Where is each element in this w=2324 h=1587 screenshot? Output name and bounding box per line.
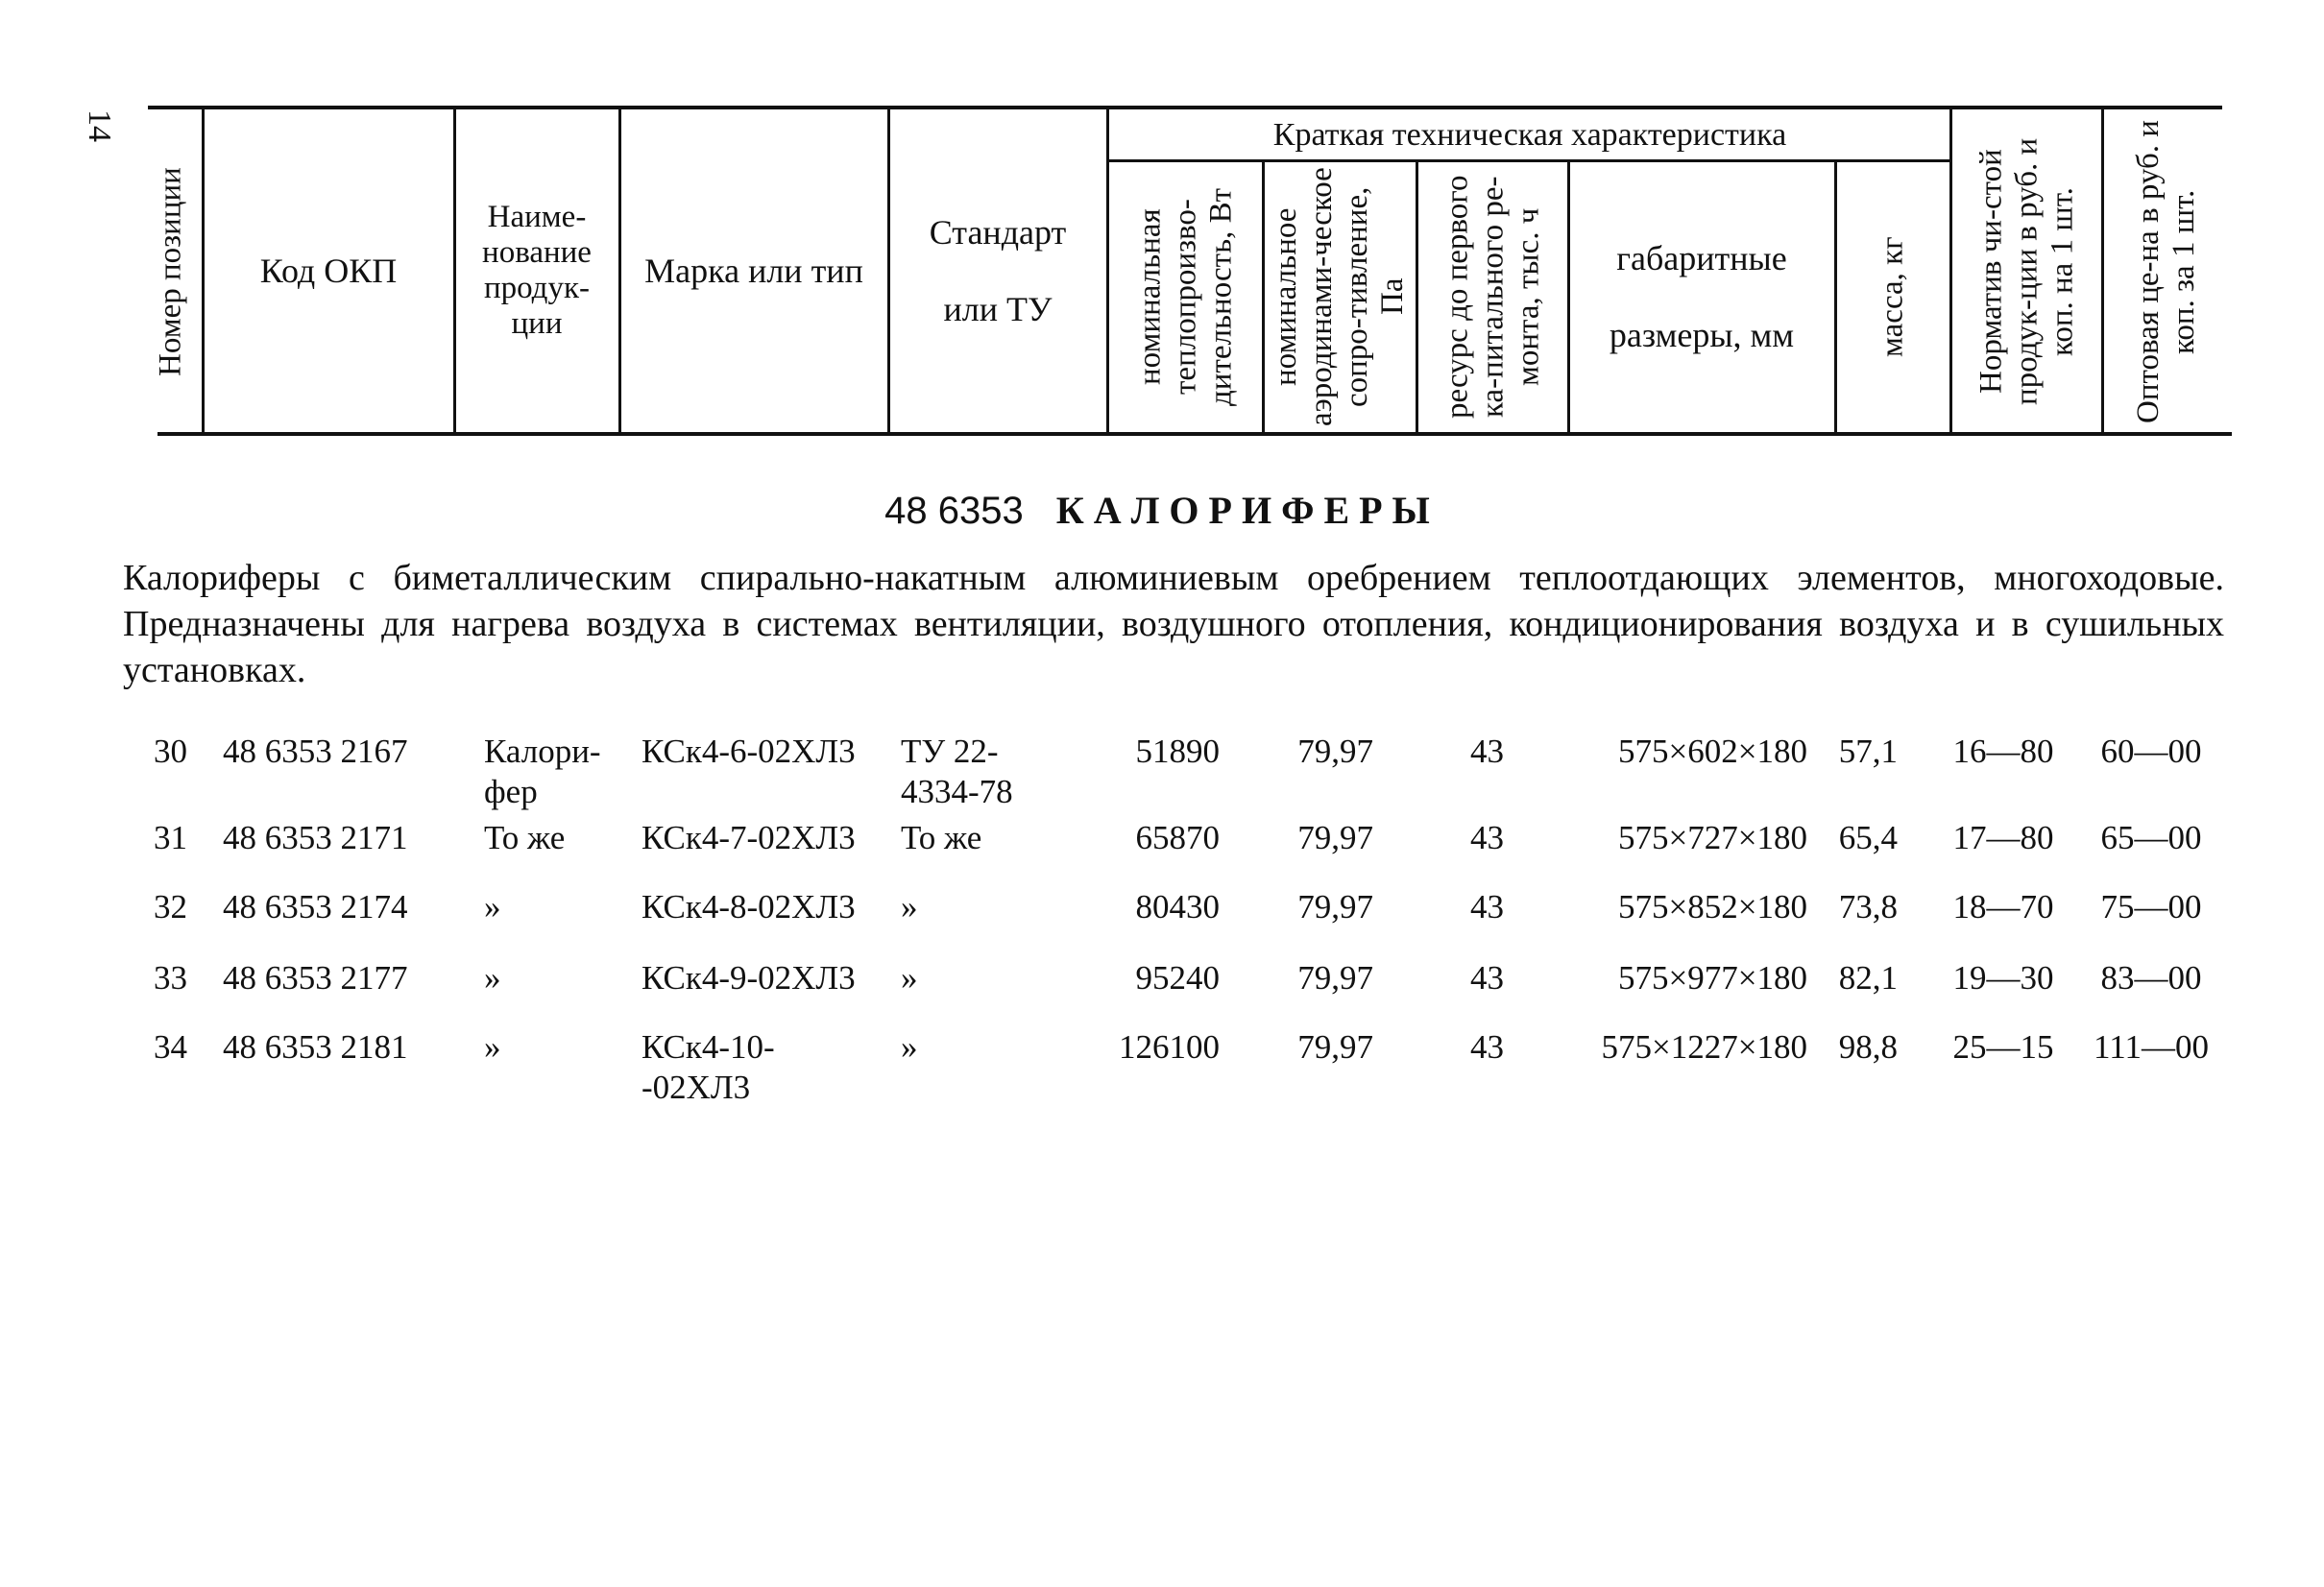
cell-dims: 575×852×180 — [1618, 888, 1807, 926]
header-mark: Марка или тип — [644, 251, 863, 290]
header-price: Оптовая це-на в руб. и коп. за 1 шт. — [2131, 120, 2201, 423]
col-divider — [1106, 109, 1109, 432]
cell-std: ТУ 22- 4334-78 — [901, 733, 1013, 810]
header-aero-resistance: номинальное аэродинами-ческое сопро-тивление, Па — [1269, 167, 1410, 426]
cell-price: 111—00 — [2094, 1028, 2209, 1066]
cell-okp: 48 6353 2171 — [223, 819, 408, 856]
cell-mass: 73,8 — [1838, 888, 1898, 926]
cell-norm: 18—70 — [1952, 888, 2054, 926]
section-name: КАЛОРИФЕРЫ — [1055, 489, 1440, 532]
cell-heat: 65870 — [1135, 819, 1220, 856]
cell-res: 43 — [1470, 1028, 1504, 1066]
section-title — [0, 488, 2324, 533]
cell-mass: 98,8 — [1838, 1028, 1898, 1066]
page-number: 14 — [82, 109, 117, 142]
cell-name: » — [484, 888, 501, 926]
cell-norm: 17—80 — [1952, 819, 2054, 856]
cell-norm: 19—30 — [1952, 959, 2054, 997]
cell-std: » — [901, 959, 918, 997]
col-divider — [1949, 109, 1952, 432]
cell-pos: 32 — [154, 888, 187, 926]
cell-name: » — [484, 959, 501, 997]
cell-mass: 57,1 — [1838, 733, 1898, 770]
cell-price: 75—00 — [2100, 888, 2202, 926]
cell-pos: 34 — [154, 1028, 187, 1066]
cell-okp: 48 6353 2167 — [223, 733, 408, 770]
cell-price: 65—00 — [2100, 819, 2202, 856]
header-heat-output: номинальная теплопроизво-дительность, Вт — [1132, 187, 1239, 406]
cell-res: 43 — [1470, 959, 1504, 997]
cell-res: 43 — [1470, 733, 1504, 770]
cell-dims: 575×602×180 — [1618, 733, 1807, 770]
cell-norm: 25—15 — [1952, 1028, 2054, 1066]
section-code: 48 6353 — [884, 490, 1024, 532]
header-resource: ресурс до первого ка-питального ре-монта, тыс. ч — [1440, 175, 1546, 419]
cell-mark: КСк4-6-02ХЛ3 — [642, 733, 856, 770]
cell-heat: 51890 — [1135, 733, 1220, 770]
header-mass: масса, кг — [1875, 236, 1910, 357]
cell-aero: 79,97 — [1297, 1028, 1373, 1066]
cell-okp: 48 6353 2177 — [223, 959, 408, 997]
cell-heat: 126100 — [1119, 1028, 1220, 1066]
cell-mass: 82,1 — [1838, 959, 1898, 997]
cell-price: 60—00 — [2100, 733, 2202, 770]
header-standard: Стандарт или ТУ — [929, 212, 1067, 329]
col-divider — [453, 109, 456, 432]
cell-mark: КСк4-8-02ХЛ3 — [642, 888, 856, 926]
cell-res: 43 — [1470, 888, 1504, 926]
header-okp-code: Код ОКП — [259, 251, 398, 290]
col-divider — [1262, 161, 1265, 432]
cell-heat: 80430 — [1135, 888, 1220, 926]
cell-pos: 31 — [154, 819, 187, 856]
cell-res: 43 — [1470, 819, 1504, 856]
cell-pos: 30 — [154, 733, 187, 770]
header-position: Номер позиции — [153, 167, 188, 376]
col-divider — [2101, 109, 2104, 432]
cell-std: То же — [901, 819, 982, 856]
header-bottom-rule — [157, 432, 2232, 436]
cell-aero: 79,97 — [1297, 888, 1373, 926]
cell-name: То же — [484, 819, 566, 856]
cell-mark: КСк4-7-02ХЛ3 — [642, 819, 856, 856]
header-tech-group: Краткая техническая характеристика — [1272, 116, 1787, 153]
cell-aero: 79,97 — [1297, 959, 1373, 997]
cell-dims: 575×727×180 — [1618, 819, 1807, 856]
cell-aero: 79,97 — [1297, 819, 1373, 856]
header-product-name: Наиме- нование продук- ции — [482, 200, 592, 341]
col-divider — [202, 109, 205, 432]
cell-okp: 48 6353 2181 — [223, 1028, 408, 1066]
cell-okp: 48 6353 2174 — [223, 888, 408, 926]
header-dimensions: габаритные размеры, мм — [1609, 238, 1795, 355]
cell-std: » — [901, 1028, 918, 1066]
cell-name: » — [484, 1028, 501, 1066]
cell-name: Калори- фер — [484, 733, 601, 810]
cell-heat: 95240 — [1135, 959, 1220, 997]
cell-dims: 575×1227×180 — [1601, 1028, 1807, 1066]
header-norm: Норматив чи-стой продук-ции в руб. и коп. на 1 шт. — [1973, 137, 2080, 406]
cell-aero: 79,97 — [1297, 733, 1373, 770]
cell-pos: 33 — [154, 959, 187, 997]
col-divider — [618, 109, 621, 432]
col-divider — [887, 109, 890, 432]
cell-std: » — [901, 888, 918, 926]
cell-mark: КСк4-10- -02ХЛ3 — [642, 1028, 775, 1106]
cell-mark: КСк4-9-02ХЛ3 — [642, 959, 856, 997]
section-description: Калориферы с биметаллическим спирально-накатным алюминиевым оребрением теплоотдающих элементов, многоходовые. Предназначены для нагрева воздуха в системах вентиляции, воздушного отопления, кондиционирования воздуха и в сушильных установках. — [123, 558, 2224, 690]
col-divider — [1567, 161, 1570, 432]
col-divider — [1834, 161, 1837, 432]
cell-mass: 65,4 — [1838, 819, 1898, 856]
cell-norm: 16—80 — [1952, 733, 2054, 770]
col-divider — [1416, 161, 1418, 432]
cell-dims: 575×977×180 — [1618, 959, 1807, 997]
cell-price: 83—00 — [2100, 959, 2202, 997]
